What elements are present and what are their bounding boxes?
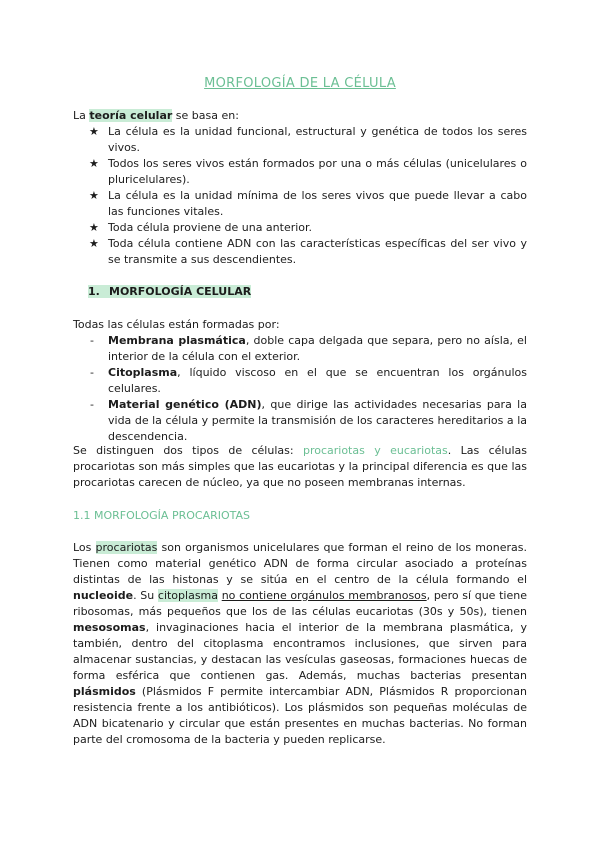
- section-heading-text: MORFOLOGÍA CELULAR: [109, 285, 252, 298]
- star-icon: ★: [89, 189, 99, 202]
- paragraph-text: , invaginaciones hacia el interior de la membrana plasmática, y también, dentro del citoplasma encontramos inclusiones, que sirven para almacenar sustancias, y destacan las vesículas gaseosas, formaciones huecas de forma esférica que contienen gas. Además, muchas bacterias presentan: [73, 621, 527, 682]
- list-item-text: Todos los seres vivos están formados por una o más células (unicelulares o pluricelulares).: [108, 157, 527, 186]
- intro-prefix: La: [73, 109, 90, 122]
- intro-suffix: se basa en:: [172, 109, 239, 122]
- paragraph-text: Se distinguen dos tipos de células:: [73, 444, 303, 457]
- list-item-text: La célula es la unidad mínima de los seres vivos que puede llevar a cabo las funciones vitales.: [108, 189, 527, 218]
- paragraph-text: . Las células procariotas son más simples que las eucariotas y la principal diferencia es que las procariotas carecen de núcleo, ya que no poseen membranas internas.: [73, 444, 527, 489]
- term-description: , que dirige las actividades necesarias para la vida de la célula y permite la transmisión de los caracteres hereditarios a la descendencia.: [108, 398, 527, 443]
- term-description: , líquido viscoso en el que se encuentran los orgánulos celulares.: [108, 366, 527, 395]
- star-icon: ★: [89, 237, 99, 250]
- list-item-text: Toda célula contiene ADN con las características específicas del ser vivo y se transmite a sus descendientes.: [108, 237, 527, 266]
- nucleoide-term: nucleoide: [73, 589, 134, 602]
- list-item: [73, 188, 527, 220]
- star-icon: ★: [89, 157, 99, 170]
- citoplasma-highlight: citoplasma: [157, 589, 219, 602]
- term: Material genético (ADN): [108, 398, 262, 411]
- underlined-phrase: no contiene orgánulos membranosos: [221, 589, 427, 602]
- list-item: [73, 124, 527, 156]
- section-heading-highlight: [88, 285, 251, 298]
- intro-list: [73, 124, 527, 268]
- cell-types-paragraph: [73, 443, 527, 491]
- mesosomas-term: mesosomas: [73, 621, 146, 634]
- star-icon: ★: [89, 221, 99, 234]
- intro-block: [73, 108, 527, 268]
- plasmidos-term: plásmidos: [73, 685, 136, 698]
- term-description: , doble capa delgada que separa, pero no aísla, el interior de la célula con el exterior.: [108, 334, 527, 363]
- dash-bullet: -: [90, 366, 94, 379]
- procariotas-paragraph: [73, 540, 527, 748]
- page-title: MORFOLOGÍA DE LA CÉLULA: [204, 76, 396, 91]
- paragraph-text: . Su: [133, 589, 158, 602]
- dash-bullet: -: [90, 334, 94, 347]
- paragraph-text: son organismos unicelulares que forman el reino de los moneras. Tienen como material genético ADN de forma circular asociado a proteínas distintas de las histonas y se sitúa en el centro de la célula formando el: [73, 541, 527, 586]
- paragraph-text: (Plásmidos F permite intercambiar ADN, Plásmidos R proporcionan resistencia frente a los antibióticos). Los plásmidos son pequeñas moléculas de ADN bicatenario y circular que están presentes en muchas bacterias. No forman parte del cromosoma de la bacteria y pueden replicarse.: [73, 685, 527, 746]
- list-item-text: Toda célula proviene de una anterior.: [108, 221, 313, 234]
- dash-bullet: -: [90, 398, 94, 411]
- list-item: [73, 365, 527, 397]
- paragraph-text: , pero sí que tiene ribosomas, más pequeños que los de las células eucariotas (30s y 50s), tienen: [73, 589, 527, 618]
- paragraph-text: Los: [73, 541, 96, 554]
- list-item: [73, 156, 527, 188]
- section1-block: [73, 317, 527, 445]
- cell-types-green: procariotas y eucariotas: [302, 444, 448, 457]
- list-item: [73, 236, 527, 268]
- procariotas-highlight: procariotas: [95, 541, 158, 554]
- list-item: [73, 333, 527, 365]
- section-number: 1.: [88, 285, 100, 298]
- subsection-heading: 1.1 MORFOLOGÍA PROCARIOTAS: [73, 509, 251, 522]
- list-item-text: La célula es la unidad funcional, estructural y genética de todos los seres vivos.: [108, 125, 527, 154]
- components-list: [73, 333, 527, 445]
- list-item: [73, 397, 527, 445]
- intro-line: [73, 108, 527, 124]
- teoria-celular-highlight: teoría celular: [89, 109, 173, 122]
- term: Membrana plasmática: [108, 334, 246, 347]
- term: Citoplasma: [108, 366, 178, 379]
- star-icon: ★: [89, 125, 99, 138]
- section1-lead: Todas las células están formadas por:: [73, 318, 280, 331]
- section-heading: [88, 285, 251, 298]
- list-item: [73, 220, 527, 236]
